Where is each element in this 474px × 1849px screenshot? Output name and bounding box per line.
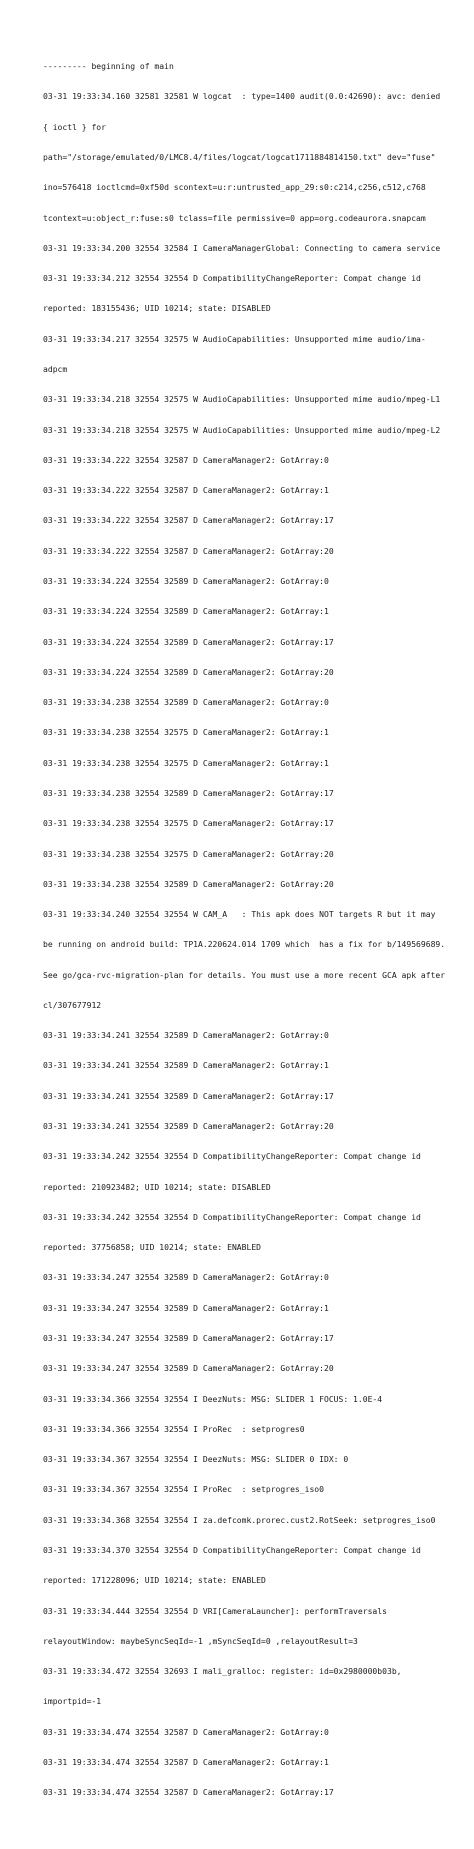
log-line: 03-31 19:33:34.367 32554 32554 I ProRec : setprogres_iso0 — [43, 1485, 324, 1495]
log-line: 03-31 19:33:34.444 32554 32554 D VRI[CameraLauncher]: performTraversals — [43, 1606, 387, 1616]
log-line: 03-31 19:33:34.238 32554 32575 D CameraManager2: GotArray:1 — [43, 758, 329, 768]
log-line: 03-31 19:33:34.222 32554 32587 D CameraManager2: GotArray:0 — [43, 455, 329, 465]
log-line: 03-31 19:33:34.222 32554 32587 D CameraManager2: GotArray:20 — [43, 546, 334, 556]
log-line: 03-31 19:33:34.474 32554 32587 D CameraManager2: GotArray:17 — [43, 1788, 334, 1798]
log-line: 03-31 19:33:34.242 32554 32554 D CompatibilityChangeReporter: Compat change id — [43, 1212, 421, 1222]
log-line: 03-31 19:33:34.224 32554 32589 D CameraManager2: GotArray:20 — [43, 667, 334, 677]
log-line: 03-31 19:33:34.366 32554 32554 I DeezNuts: MSG: SLIDER 1 FOCUS: 1.0E-4 — [43, 1394, 383, 1404]
log-line: 03-31 19:33:34.238 32554 32589 D CameraManager2: GotArray:17 — [43, 788, 334, 798]
log-line: 03-31 19:33:34.242 32554 32554 D CompatibilityChangeReporter: Compat change id — [43, 1152, 421, 1162]
log-line: 03-31 19:33:34.474 32554 32587 D CameraManager2: GotArray:0 — [43, 1727, 329, 1737]
log-line: adpcm — [43, 365, 68, 374]
log-line: 03-31 19:33:34.224 32554 32589 D CameraManager2: GotArray:1 — [43, 607, 329, 617]
log-line: 03-31 19:33:34.247 32554 32589 D CameraManager2: GotArray:17 — [43, 1334, 334, 1343]
log-line: 03-31 19:33:34.472 32554 32693 I mali_gralloc: register: id=0x2980000b03b, — [43, 1667, 402, 1677]
log-line: 03-31 19:33:34.474 32554 32587 D CameraManager2: GotArray:1 — [43, 1757, 329, 1767]
log-line: 03-31 19:33:34.217 32554 32575 W AudioCapabilities: Unsupported mime audio/ima- — [43, 334, 426, 344]
log-line: ino=576418 ioctlcmd=0xf50d scontext=u:r:untrusted_app_29:s0:c214,c256,c512,c768 — [43, 183, 426, 193]
log-line: 03-31 19:33:34.240 32554 32554 W CAM_A : This apk does NOT targets R but it may — [43, 910, 436, 920]
log-line: 03-31 19:33:34.160 32581 32581 W logcat : type=1400 audit(0.0:42690): avc: denied — [43, 92, 441, 102]
log-line: 03-31 19:33:34.241 32554 32589 D CameraManager2: GotArray:0 — [43, 1031, 329, 1041]
log-line: --------- beginning of main — [43, 62, 174, 72]
log-line: reported: 171228096; UID 10214; state: ENABLED — [43, 1576, 266, 1586]
log-line: 03-31 19:33:34.247 32554 32589 D CameraManager2: GotArray:0 — [43, 1273, 329, 1283]
log-line: 03-31 19:33:34.368 32554 32554 I za.defcomk.prorec.cust2.RotSeek: setprogres_iso0 — [43, 1515, 436, 1525]
log-line: 03-31 19:33:34.222 32554 32587 D CameraManager2: GotArray:1 — [43, 486, 329, 496]
log-line: be running on android build: TP1A.220624.014 1709 which has a fix for b/149569689. — [43, 940, 446, 950]
log-line: 03-31 19:33:34.200 32554 32584 I CameraManagerGlobal: Connecting to camera service — [43, 243, 441, 253]
log-line: See go/gca-rvc-migration-plan for details. You must use a more recent GCA apk after — [43, 970, 446, 980]
log-line: 03-31 19:33:34.241 32554 32589 D CameraManager2: GotArray:20 — [43, 1122, 334, 1132]
log-line: 03-31 19:33:34.367 32554 32554 I DeezNuts: MSG: SLIDER 0 IDX: 0 — [43, 1455, 349, 1465]
log-line: 03-31 19:33:34.224 32554 32589 D CameraManager2: GotArray:0 — [43, 576, 329, 586]
log-line: cl/307677912 — [43, 1000, 102, 1010]
log-line: 03-31 19:33:34.247 32554 32589 D CameraManager2: GotArray:1 — [43, 1303, 329, 1313]
log-line: 03-31 19:33:34.238 32554 32589 D CameraManager2: GotArray:20 — [43, 879, 334, 889]
log-line: 03-31 19:33:34.218 32554 32575 W AudioCapabilities: Unsupported mime audio/mpeg-L1 — [43, 395, 441, 405]
log-line: relayoutWindow: maybeSyncSeqId=-1 ,mSyncSeqId=0 ,relayoutResult=3 — [43, 1636, 358, 1646]
logcat-text — [43, 42, 467, 1849]
log-line: 03-31 19:33:34.224 32554 32589 D CameraManager2: GotArray:17 — [43, 637, 334, 647]
log-line: 03-31 19:33:34.370 32554 32554 D CompatibilityChangeReporter: Compat change id — [43, 1545, 421, 1555]
log-line: 03-31 19:33:34.238 32554 32575 D CameraManager2: GotArray:20 — [43, 849, 334, 859]
log-line: reported: 183155436; UID 10214; state: DISABLED — [43, 304, 271, 314]
log-line — [43, 1819, 467, 1829]
log-line: { ioctl } for — [43, 122, 106, 132]
log-line: 03-31 19:33:34.212 32554 32554 D CompatibilityChangeReporter: Compat change id — [43, 274, 421, 284]
log-line: importpid=-1 — [43, 1697, 102, 1707]
log-line: 03-31 19:33:34.238 32554 32575 D CameraManager2: GotArray:1 — [43, 728, 329, 738]
log-line: 03-31 19:33:34.218 32554 32575 W AudioCapabilities: Unsupported mime audio/mpeg-L2 — [43, 425, 441, 435]
log-line: reported: 37756858; UID 10214; state: ENABLED — [43, 1243, 262, 1253]
log-line: path="/storage/emulated/0/LMC8.4/files/logcat/logcat1711884814150.txt" dev="fuse" — [43, 153, 436, 163]
log-line: 03-31 19:33:34.366 32554 32554 I ProRec : setprogres0 — [43, 1424, 305, 1434]
log-line: 03-31 19:33:34.241 32554 32589 D CameraManager2: GotArray:17 — [43, 1091, 334, 1101]
log-line: 03-31 19:33:34.238 32554 32589 D CameraManager2: GotArray:0 — [43, 698, 329, 708]
log-line: 03-31 19:33:34.247 32554 32589 D CameraManager2: GotArray:20 — [43, 1364, 334, 1374]
log-line: 03-31 19:33:34.238 32554 32575 D CameraManager2: GotArray:17 — [43, 819, 334, 829]
log-line: 03-31 19:33:34.222 32554 32587 D CameraManager2: GotArray:17 — [43, 516, 334, 526]
log-line: tcontext=u:object_r:fuse:s0 tclass=file permissive=0 app=org.codeaurora.snapcam — [43, 213, 426, 223]
log-line: 03-31 19:33:34.241 32554 32589 D CameraManager2: GotArray:1 — [43, 1061, 329, 1071]
log-line: reported: 210923482; UID 10214; state: DISABLED — [43, 1182, 271, 1192]
